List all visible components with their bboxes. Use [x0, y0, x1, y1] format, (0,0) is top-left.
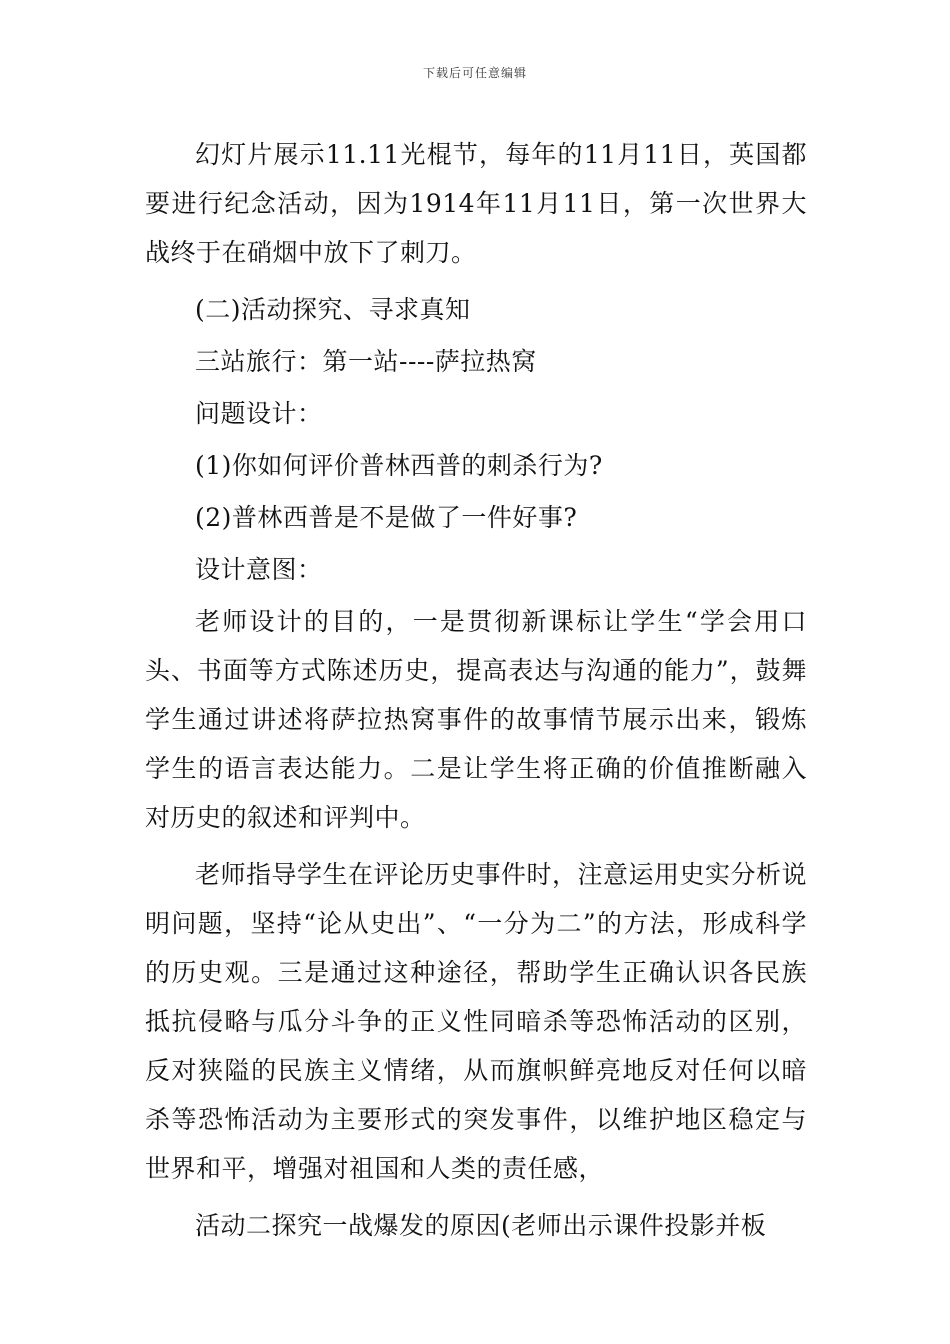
paragraph-activity-two: 活动二探究一战爆发的原因(老师出示课件投影并板: [195, 1211, 767, 1240]
paragraph-question-design: 问题设计：: [195, 399, 323, 428]
paragraph-intro: 幻灯片展示11.11光棍节，每年的11月11日，英国都要进行纪念活动，因为1914年11月11日，第一次世界大战终于在硝烟中放下了刺刀。: [145, 140, 807, 267]
paragraph-question-1: (1)你如何评价普林西普的刺杀行为?: [195, 451, 603, 480]
page-header: 下载后可任意编辑: [422, 66, 527, 80]
paragraph-station-one: 三站旅行：第一站----萨拉热窝: [195, 347, 537, 376]
paragraph-design-intent: 设计意图：: [195, 555, 323, 584]
paragraph-section-heading: (二)活动探究、寻求真知: [195, 295, 471, 324]
paragraph-teacher-guidance: 老师指导学生在评论历史事件时，注意运用史实分析说明问题，坚持“论从史出”、“一分为二”的方法，形成科学的历史观。三是通过这种途径，帮助学生正确认识各民族抵抗侵略与瓜分斗争的正义性同暗杀等恐怖活动的区别，反对狭隘的民族主义情绪，从而旗帜鲜亮地反对任何以暗杀等恐怖活动为主要形式的突发事件，以维护地区稳定与世界和平，增强对祖国和人类的责任感，: [145, 860, 808, 1183]
paragraph-question-2: (2)普林西普是不是做了一件好事?: [195, 503, 578, 532]
paragraph-design-purpose: 老师设计的目的，一是贯彻新课标让学生“学会用口头、书面等方式陈述历史，提高表达与沟通的能力”，鼓舞学生通过讲述将萨拉热窝事件的故事情节展示出来，锻炼学生的语言表达能力。二是让学生将正确的价值推断融入对历史的叙述和评判中。: [145, 607, 807, 832]
document-body: [145, 130, 807, 1250]
